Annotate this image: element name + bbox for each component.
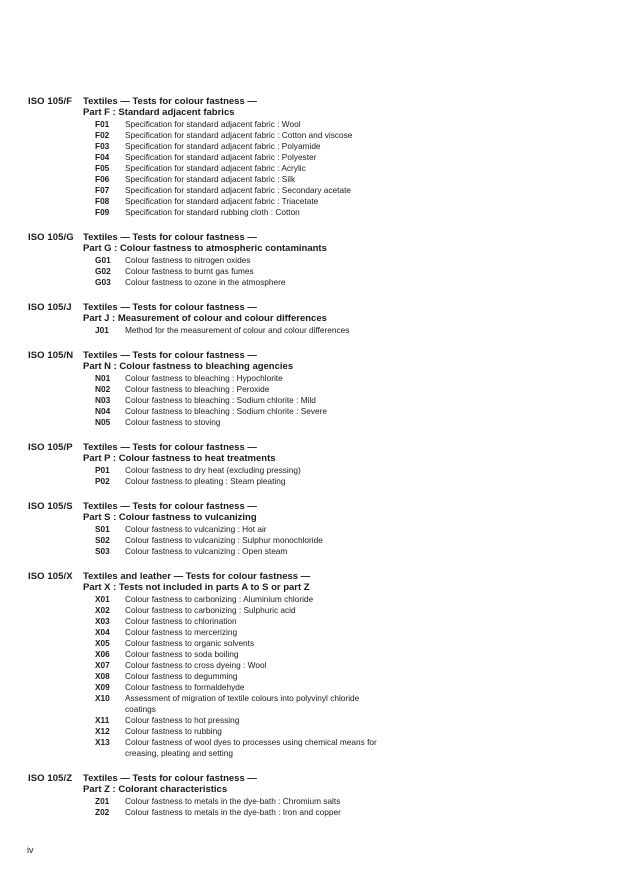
standard-number: ISO 105/F — [28, 96, 73, 107]
part-title: Part S : Colour fastness to vulcanizing — [83, 512, 257, 523]
item-text: Colour fastness to nitrogen oxides — [125, 255, 251, 265]
item-text: Specification for standard adjacent fabric : Cotton and viscose — [125, 130, 353, 140]
list-item — [83, 395, 618, 406]
item-code: F06 — [95, 174, 110, 184]
list-item — [83, 406, 618, 417]
item-code: J01 — [95, 325, 109, 335]
item-text: Colour fastness to stoving — [125, 417, 221, 427]
item-text: Colour fastness to rubbing — [125, 726, 222, 736]
standard-section — [28, 302, 618, 336]
list-item — [83, 476, 618, 487]
standard-section — [28, 442, 618, 487]
part-title: Part P : Colour fastness to heat treatments — [83, 453, 276, 464]
standard-number: ISO 105/N — [28, 350, 74, 361]
item-text: Colour fastness to vulcanizing : Sulphur monochloride — [125, 535, 323, 545]
standard-body — [83, 501, 618, 557]
standard-body — [83, 442, 618, 487]
part-title: Part J : Measurement of colour and colour differences — [83, 313, 327, 324]
item-text: Colour fastness to burnt gas fumes — [125, 266, 254, 276]
standard-section — [28, 501, 618, 557]
item-text: Colour fastness to carbonizing : Aluminium chloride — [125, 594, 314, 604]
list-item — [83, 163, 618, 174]
item-code: G02 — [95, 266, 111, 276]
series-title: Textiles and leather — Tests for colour fastness — — [83, 571, 311, 582]
list-item — [83, 796, 618, 807]
item-code: S02 — [95, 535, 110, 545]
list-item — [83, 384, 618, 395]
standard-body — [83, 350, 618, 428]
standard-number: ISO 105/Z — [28, 773, 73, 784]
item-code: N04 — [95, 406, 111, 416]
list-item — [83, 141, 618, 152]
list-item — [83, 277, 618, 288]
series-title: Textiles — Tests for colour fastness — — [83, 350, 257, 361]
list-item — [83, 266, 618, 277]
list-item — [83, 638, 618, 649]
list-item — [83, 373, 618, 384]
standard-number: ISO 105/G — [28, 232, 74, 243]
item-text: Colour fastness to metals in the dye-bath : Iron and copper — [125, 807, 341, 817]
item-text: Colour fastness to mercerizing — [125, 627, 238, 637]
item-text: Colour fastness to cross dyeing : Wool — [125, 660, 267, 670]
item-code: F05 — [95, 163, 110, 173]
item-code: N05 — [95, 417, 111, 427]
item-code: X05 — [95, 638, 110, 648]
standard-section — [28, 773, 618, 818]
item-list — [83, 796, 618, 818]
standard-number: ISO 105/X — [28, 571, 73, 582]
item-list — [83, 119, 618, 218]
item-text: Colour fastness to bleaching : Peroxide — [125, 384, 270, 394]
item-code: X02 — [95, 605, 110, 615]
list-item — [83, 605, 618, 616]
item-text: Colour fastness to bleaching : Sodium chlorite : Severe — [125, 406, 327, 416]
list-item — [83, 465, 618, 476]
series-title: Textiles — Tests for colour fastness — — [83, 232, 257, 243]
item-text: Colour fastness to metals in the dye-bath : Chromium salts — [125, 796, 341, 806]
item-code: G01 — [95, 255, 111, 265]
item-code: F08 — [95, 196, 110, 206]
item-code: S03 — [95, 546, 110, 556]
item-text: Method for the measurement of colour and colour differences — [125, 325, 350, 335]
item-code: N02 — [95, 384, 111, 394]
standard-body — [83, 571, 618, 759]
part-title: Part X : Tests not included in parts A to S or part Z — [83, 582, 310, 593]
list-item — [83, 524, 618, 535]
item-text: Specification for standard adjacent fabric : Polyester — [125, 152, 317, 162]
item-code: X08 — [95, 671, 110, 681]
item-list — [83, 594, 618, 759]
item-code: F07 — [95, 185, 110, 195]
standard-section — [28, 571, 618, 759]
item-text: Colour fastness to vulcanizing : Hot air — [125, 524, 267, 534]
series-title: Textiles — Tests for colour fastness — — [83, 501, 257, 512]
item-code: P02 — [95, 476, 110, 486]
list-item — [83, 546, 618, 557]
standard-number: ISO 105/S — [28, 501, 73, 512]
standard-body — [83, 302, 618, 336]
item-code: X07 — [95, 660, 110, 670]
list-item — [83, 726, 618, 737]
item-code: F04 — [95, 152, 110, 162]
list-item — [83, 325, 618, 336]
item-code: F09 — [95, 207, 110, 217]
item-list — [83, 524, 618, 557]
standard-body — [83, 232, 618, 288]
item-code: X04 — [95, 627, 110, 637]
item-text: Colour fastness to organic solvents — [125, 638, 255, 648]
item-text: Specification for standard rubbing cloth : Cotton — [125, 207, 300, 217]
item-text: Colour fastness to hot pressing — [125, 715, 240, 725]
item-text: Colour fastness to ozone in the atmosphere — [125, 277, 286, 287]
item-list — [83, 255, 618, 288]
list-item — [83, 682, 618, 693]
list-item — [83, 594, 618, 605]
item-text: Specification for standard adjacent fabric : Triacetate — [125, 196, 319, 206]
item-code: X12 — [95, 726, 110, 736]
item-code: G03 — [95, 277, 111, 287]
item-text: Colour fastness to chlorination — [125, 616, 237, 626]
list-item — [83, 715, 618, 726]
list-item — [83, 255, 618, 266]
item-text: Assessment of migration of textile colours into polyvinyl chloride coatings — [125, 693, 360, 714]
list-item — [83, 807, 618, 818]
list-item — [83, 207, 618, 218]
item-list — [83, 373, 618, 428]
item-code: Z02 — [95, 807, 110, 817]
list-item — [83, 627, 618, 638]
item-text: Specification for standard adjacent fabric : Silk — [125, 174, 296, 184]
series-title: Textiles — Tests for colour fastness — — [83, 773, 257, 784]
standard-body — [83, 96, 618, 218]
item-text: Specification for standard adjacent fabric : Secondary acetate — [125, 185, 351, 195]
item-code: F01 — [95, 119, 110, 129]
item-code: P01 — [95, 465, 110, 475]
series-title: Textiles — Tests for colour fastness — — [83, 302, 257, 313]
item-list — [83, 325, 618, 336]
list-item — [83, 119, 618, 130]
item-code: X09 — [95, 682, 110, 692]
list-item — [83, 130, 618, 141]
item-list — [83, 465, 618, 487]
item-text: Specification for standard adjacent fabric : Polyamide — [125, 141, 321, 151]
part-title: Part Z : Colorant characteristics — [83, 784, 228, 795]
item-text: Specification for standard adjacent fabric : Wool — [125, 119, 301, 129]
list-item — [83, 535, 618, 546]
series-title: Textiles — Tests for colour fastness — — [83, 96, 257, 107]
list-item — [83, 693, 618, 715]
item-text: Specification for standard adjacent fabric : Acrylic — [125, 163, 306, 173]
item-code: F03 — [95, 141, 110, 151]
list-item — [83, 174, 618, 185]
item-code: Z01 — [95, 796, 110, 806]
item-code: X03 — [95, 616, 110, 626]
standard-section — [28, 96, 618, 218]
list-item — [83, 152, 618, 163]
item-text: Colour fastness to formaldehyde — [125, 682, 245, 692]
page-number: iv — [27, 845, 34, 855]
item-text: Colour fastness to soda boiling — [125, 649, 239, 659]
list-item — [83, 196, 618, 207]
item-code: X06 — [95, 649, 110, 659]
standard-section — [28, 350, 618, 428]
item-code: X01 — [95, 594, 110, 604]
item-code: N03 — [95, 395, 111, 405]
list-item — [83, 649, 618, 660]
list-item — [83, 616, 618, 627]
item-text: Colour fastness to bleaching : Sodium chlorite : Mild — [125, 395, 316, 405]
standard-number: ISO 105/J — [28, 302, 72, 313]
series-title: Textiles — Tests for colour fastness — — [83, 442, 257, 453]
list-item — [83, 737, 618, 759]
part-title: Part N : Colour fastness to bleaching agencies — [83, 361, 294, 372]
item-code: S01 — [95, 524, 110, 534]
list-item — [83, 417, 618, 428]
item-text: Colour fastness to degumming — [125, 671, 238, 681]
item-text: Colour fastness to bleaching : Hypochlorite — [125, 373, 283, 383]
part-title: Part F : Standard adjacent fabrics — [83, 107, 235, 118]
item-code: X10 — [95, 693, 110, 703]
item-code: F02 — [95, 130, 110, 140]
list-item — [83, 185, 618, 196]
item-code: N01 — [95, 373, 111, 383]
item-code: X13 — [95, 737, 110, 747]
item-text: Colour fastness to carbonizing : Sulphuric acid — [125, 605, 296, 615]
standards-list — [28, 96, 618, 832]
standard-section — [28, 232, 618, 288]
item-text: Colour fastness of wool dyes to processes using chemical means for creasing, pleating and setting — [125, 737, 377, 758]
part-title: Part G : Colour fastness to atmospheric contaminants — [83, 243, 327, 254]
item-text: Colour fastness to pleating : Steam pleating — [125, 476, 286, 486]
standard-number: ISO 105/P — [28, 442, 73, 453]
item-text: Colour fastness to vulcanizing : Open steam — [125, 546, 288, 556]
list-item — [83, 671, 618, 682]
item-code: X11 — [95, 715, 110, 725]
standard-body — [83, 773, 618, 818]
item-text: Colour fastness to dry heat (excluding pressing) — [125, 465, 301, 475]
list-item — [83, 660, 618, 671]
